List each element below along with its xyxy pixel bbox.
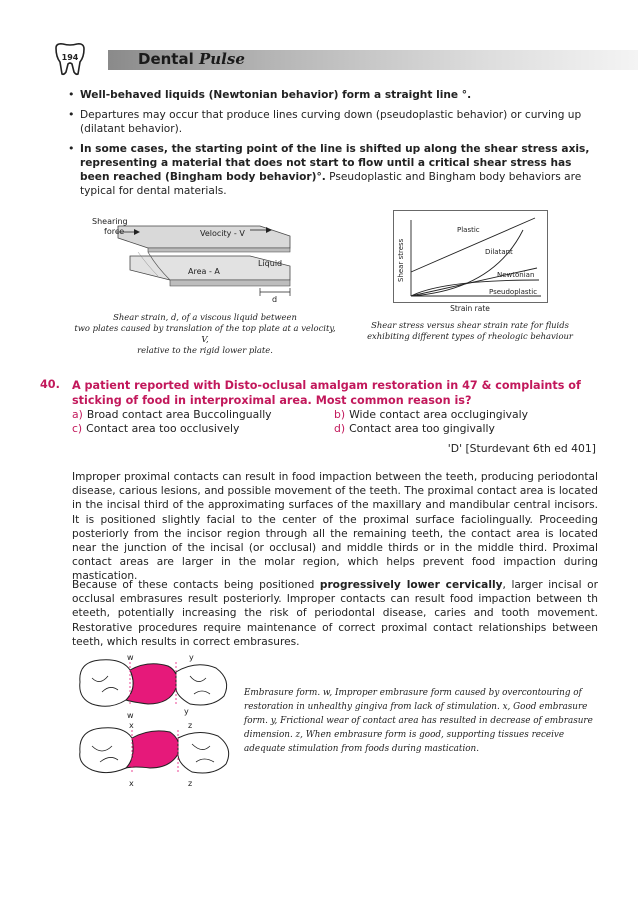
label-d: d	[272, 295, 278, 304]
paragraph-bold: progressively lower cervically	[319, 579, 503, 591]
label-w-top: w	[127, 653, 134, 662]
label-force: force	[104, 227, 125, 236]
option-b	[334, 408, 528, 422]
page-number: 194	[61, 53, 79, 62]
label-velocity: Velocity - V	[200, 229, 245, 238]
paragraph-text: , larger incisal or occlusal embrasures result posteriorly. Improper contacts can result food impaction between th eteeth, potentially increasing the risk of periodontal disease, caries and tooth movement. Restorative procedures require maintenance of correct proximal contact relationships between teeth, which results in correct embrasures.	[72, 579, 598, 648]
option-text: Contact area too occlusively	[86, 422, 240, 435]
label-pseudoplastic: Pseudoplastic	[489, 288, 538, 296]
label-z-top: z	[188, 721, 193, 730]
option-d	[334, 422, 495, 436]
label-plastic: Plastic	[457, 226, 480, 234]
shear-plates-figure	[90, 212, 300, 310]
y-axis-label: Shear stress	[397, 238, 405, 282]
option-text: Contact area too gingivally	[349, 422, 495, 435]
bullet-list	[60, 88, 590, 204]
label-w-bottom: w	[127, 711, 134, 720]
caption-line: Shear stress versus shear strain rate for fluids	[371, 320, 569, 330]
header-title	[138, 50, 245, 68]
bullet-text: Departures may occur that produce lines curving down (pseudoplastic behavior) or curving up (dilatant behavior).	[80, 109, 582, 135]
bullet-text: Pseudoplastic and Bingham body behaviors are typical for dental materials.	[80, 171, 582, 197]
figure3-caption: Embrasure form. w, Improper embrasure form caused by overcontouring of restoration in unhealthy gingiva from lack of stimulation. x, Good embrasure form. y, Frictional wear of contact area has resulted in decrease of embrasure dimension. z, When embrasure form is good, supporting tissues receive adequate stimulation from foods during mastication.	[244, 688, 593, 754]
header-title-word1: Dental	[138, 50, 194, 68]
explanation-paragraph-1: Improper proximal contacts can result in food impaction between the teeth, producing periodontal disease, carious lesions, and possible movement of the teeth. The proximal contact area is located in the incisal third of the approximating surfaces of the maxillary and mandibular central incisors. It is positioned slightly facial to the center of the proximal surface faciolingually. Proceeding posteriorly from the incisor region through all the remaining teeth, the contact area is located near the junction of the incisal (or occlusal) and middle thirds or in the middle third. Proximal contact areas are larger in the molar region, which helps prevent food impaction during mastication.	[72, 471, 598, 583]
question-number: 40.	[40, 378, 60, 391]
tooth-icon	[50, 42, 90, 76]
label-y-bottom: y	[184, 707, 189, 716]
label-x-bottom: x	[129, 779, 134, 788]
caption-line: two plates caused by translation of the top plate at a velocity, V,	[74, 323, 336, 344]
rheology-chart	[393, 210, 548, 310]
x-axis-label: Strain rate	[450, 304, 490, 313]
header-title-word2: Pulse	[198, 50, 245, 68]
label-z-bottom: z	[188, 779, 193, 788]
paragraph-text: Because of these contacts being positioned	[72, 579, 320, 591]
label-area: Area - A	[188, 267, 220, 276]
list-item	[60, 142, 590, 198]
option-letter: b)	[334, 408, 346, 421]
option-letter: d)	[334, 422, 346, 435]
question-text: A patient reported with Disto-oclusal amalgam restoration in 47 & complaints of sticking of food in interproximal area. Most common reason is?	[72, 379, 581, 407]
caption-line: exhibiting different types of rheologic behaviour	[367, 331, 573, 341]
label-x-top: x	[129, 721, 134, 730]
caption-line: relative to the rigid lower plate.	[137, 345, 273, 355]
label-newtonian: Newtonian	[497, 271, 535, 279]
figure1-caption	[70, 312, 340, 356]
label-shearing: Shearing	[92, 217, 128, 226]
explanation-paragraph-2	[72, 578, 598, 649]
label-y-top: y	[189, 653, 194, 662]
caption-line: Shear strain, d, of a viscous liquid between	[113, 312, 297, 322]
option-text: Broad contact area Buccolingually	[86, 408, 272, 421]
label-liquid: Liquid	[258, 259, 283, 268]
lower-teeth	[80, 728, 229, 773]
upper-teeth	[80, 660, 227, 707]
list-item	[60, 88, 590, 102]
option-a	[72, 408, 272, 422]
list-item	[60, 108, 590, 136]
bullet-bold: Well-behaved liquids (Newtonian behavior) form a straight line °.	[80, 89, 472, 101]
option-letter: c)	[72, 422, 83, 435]
bullet-bold: In some cases, the starting point of the line is shifted up along the shear stress axis, representing a material that does not start to flow until a critical shear stress has been reached (Bingham body behavior)°.	[80, 143, 590, 183]
answer-reference: 'D' [Sturdevant 6th ed 401]	[447, 442, 596, 455]
page-header	[50, 46, 638, 72]
option-c	[72, 422, 239, 436]
label-dilatant: Dilatant	[485, 248, 513, 256]
figure2-caption	[360, 320, 580, 342]
embrasure-figure	[72, 652, 242, 792]
option-letter: a)	[72, 408, 83, 421]
option-text: Wide contact area occlugingivaly	[349, 408, 529, 421]
